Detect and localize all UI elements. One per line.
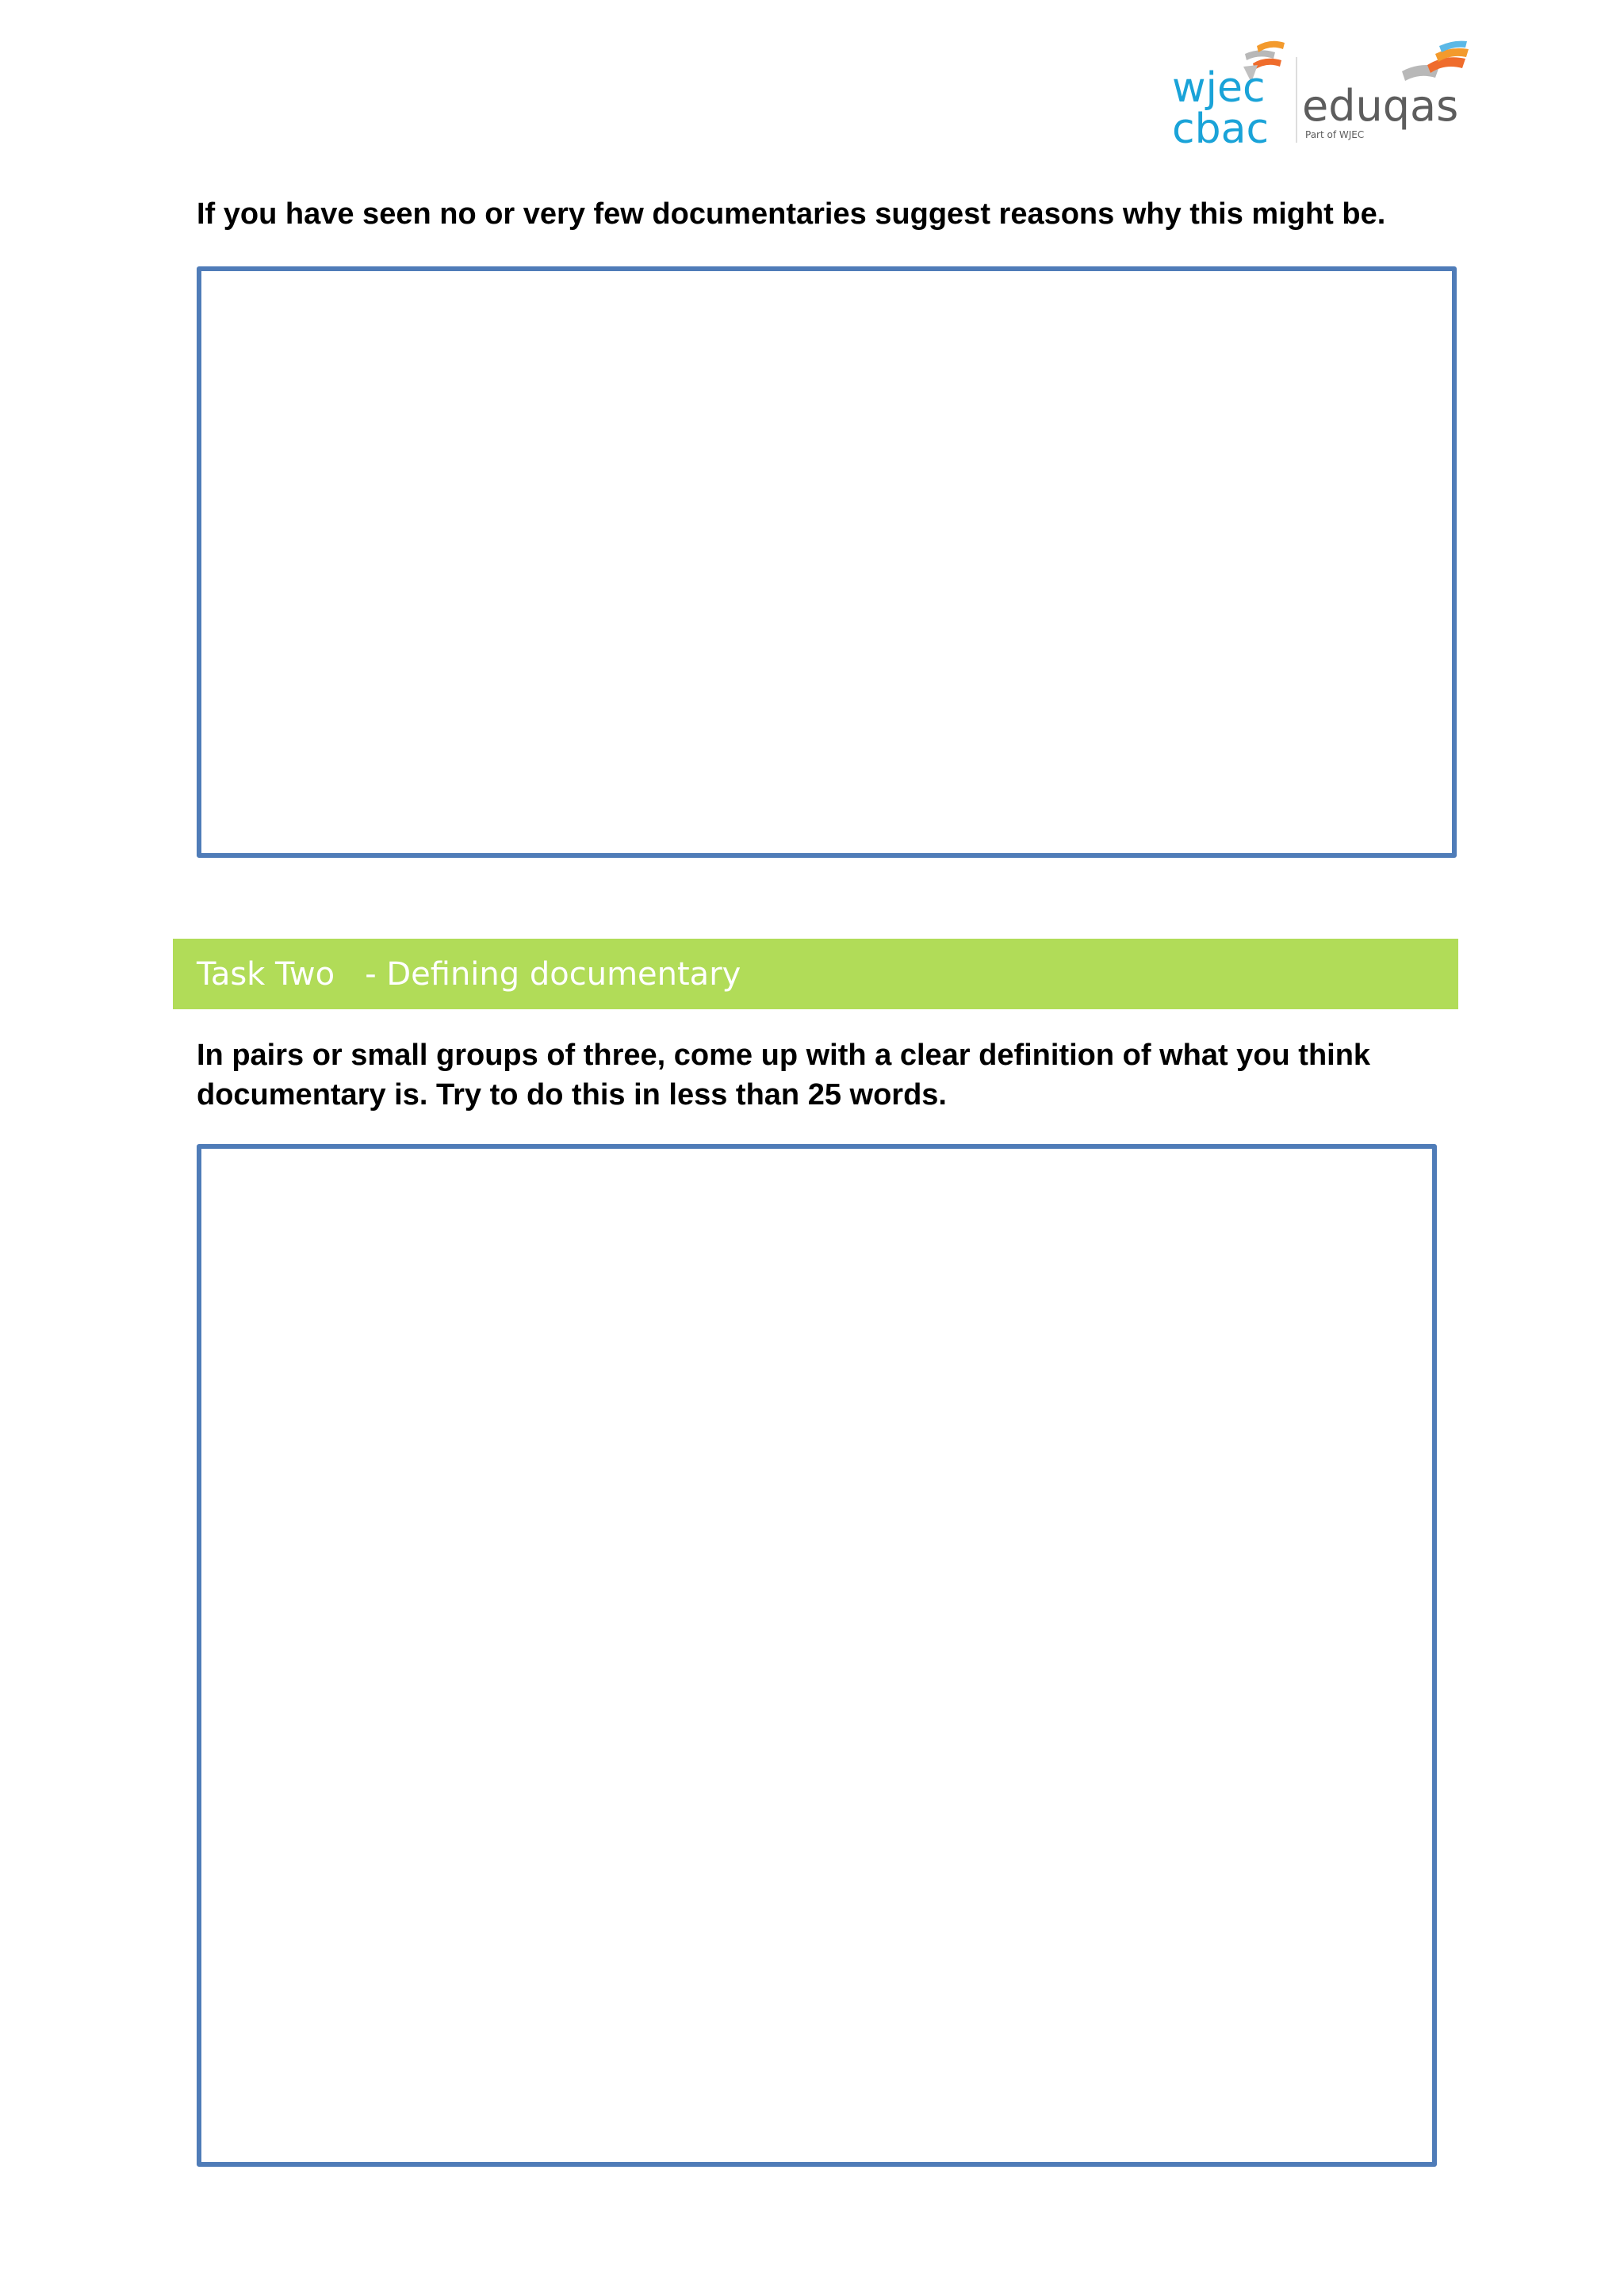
answer-box-definition[interactable] [197,1144,1437,2167]
logo-eduqas-text: eduqas [1302,81,1459,131]
logo-wjec-text: wjec [1172,64,1266,112]
logo-eduqas-subtext: Part of WJEC [1305,129,1365,140]
logo-group [1158,32,1491,159]
question-reasons: If you have seen no or very few documentaries suggest reasons why this might be. [197,197,1386,231]
section-title: Task Two - Defining documentary [197,955,741,993]
wjec-eduqas-logo [1158,32,1491,159]
logo-cbac-text: cbac [1172,105,1270,153]
section-header-task-two [173,939,1458,1009]
question-definition: In pairs or small groups of three, come up with a clear definition of what you think documentary is. Try to do this in less than 25 words. [197,1039,1371,1112]
answer-box-reasons[interactable] [197,266,1457,858]
